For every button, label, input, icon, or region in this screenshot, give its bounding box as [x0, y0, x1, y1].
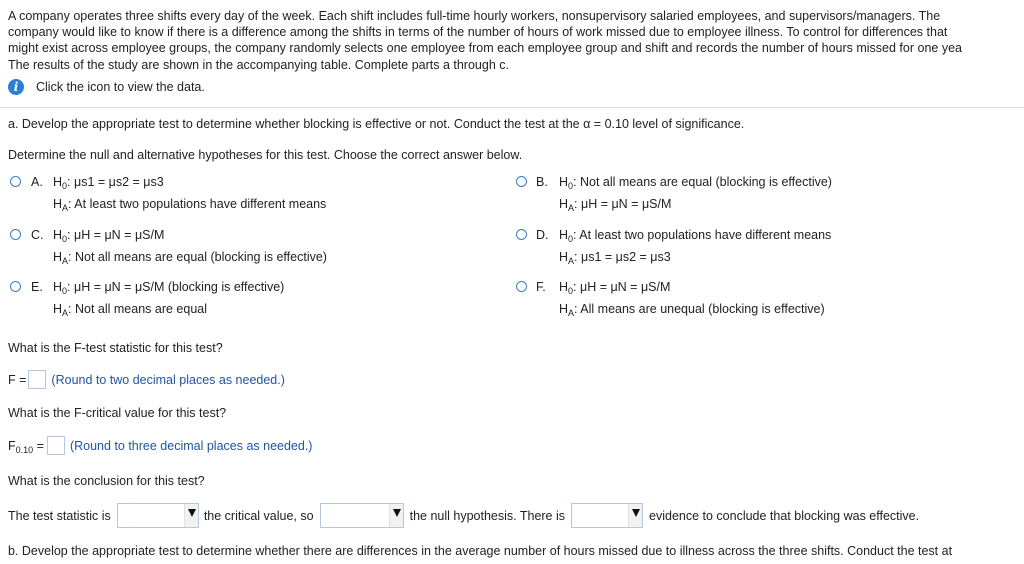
problem-statement — [8, 8, 1024, 73]
f-stat-question: What is the F-test statistic for this test? — [8, 341, 223, 355]
decision-dropdown[interactable] — [320, 503, 404, 528]
option-d-radio[interactable] — [516, 229, 527, 243]
part-a-prompt: a. Develop the appropriate test to determine whether blocking is effective or not. Conduct the test at the α = 0.10 level of significance. — [8, 117, 745, 131]
f-crit-label: $F_{0.10}$ = — [8, 438, 44, 455]
conclusion-text-3: the null hypothesis. There is — [409, 508, 566, 523]
f-crit-input[interactable] — [47, 436, 65, 455]
f-stat-label: F = — [8, 372, 27, 387]
view-data-link[interactable] — [8, 78, 205, 96]
option-a-h0: $H_0$: μs1 = μs2 = μs3 — [53, 175, 164, 191]
option-a-letter: A. — [31, 175, 43, 189]
option-c-ha: $H_A$: Not all means are equal (blocking is effective) — [53, 250, 327, 266]
option-e-ha: $H_A$: Not all means are equal — [53, 302, 208, 318]
f-stat-hint: (Round to two decimal places as needed.) — [51, 372, 285, 387]
option-b-ha: $H_A$: μH = μN = μS/M — [559, 197, 672, 213]
option-d-h0: $H_0$: At least two populations have different means — [559, 228, 832, 244]
option-e-radio[interactable] — [10, 281, 21, 295]
radio-icon[interactable] — [10, 281, 21, 292]
option-d-letter: D. — [536, 228, 549, 242]
option-c-h0: $H_0$: μH = μN = μS/M — [53, 228, 165, 244]
f-stat-input[interactable] — [28, 370, 46, 389]
problem-line-1: A company operates three shifts every day of the week. Each shift includes full-time hourly workers, nonsupervisory salaried employees, and supervisors/managers. The — [8, 9, 941, 23]
conclusion-text-4: evidence to conclude that blocking was effective. — [649, 508, 920, 523]
option-f-h0: $H_0$: μH = μN = μS/M — [559, 280, 671, 296]
f-stat-row — [8, 370, 285, 389]
view-data-text: Click the icon to view the data. — [36, 80, 205, 94]
radio-icon[interactable] — [516, 176, 527, 187]
radio-icon[interactable] — [516, 229, 527, 240]
option-c-letter: C. — [31, 228, 44, 242]
option-b-letter: B. — [536, 175, 548, 189]
option-a-ha: $H_A$: At least two populations have different means — [53, 197, 327, 213]
conclusion-text-2: the critical value, so — [203, 508, 314, 523]
option-e-letter: E. — [31, 280, 43, 294]
option-b-radio[interactable] — [516, 176, 527, 190]
conclusion-question: What is the conclusion for this test? — [8, 474, 205, 488]
option-d-ha: $H_A$: μs1 = μs2 = μs3 — [559, 250, 671, 266]
part-b-prompt: b. Develop the appropriate test to determine whether there are differences in the average number of hours missed due to illness across the three shifts. Conduct the test at — [8, 544, 953, 558]
info-icon[interactable]: i — [8, 79, 24, 95]
f-crit-hint: (Round to three decimal places as needed.) — [69, 438, 313, 453]
radio-icon[interactable] — [516, 281, 527, 292]
option-a-radio[interactable] — [10, 176, 21, 190]
chevron-down-icon — [632, 509, 640, 517]
conclusion-text-1: The test statistic is — [8, 508, 111, 523]
option-f-radio[interactable] — [516, 281, 527, 295]
option-f-letter: F. — [536, 280, 546, 294]
option-e-h0: $H_0$: μH = μN = μS/M (blocking is effective) — [53, 280, 285, 296]
evidence-dropdown[interactable] — [571, 503, 643, 528]
f-crit-row — [8, 436, 312, 455]
hypothesis-question: Determine the null and alternative hypotheses for this test. Choose the correct answer below. — [8, 148, 523, 162]
problem-line-4: The results of the study are shown in the accompanying table. Complete parts a through c. — [8, 57, 509, 72]
chevron-down-icon — [188, 509, 196, 517]
option-f-ha: $H_A$: All means are unequal (blocking is effective) — [559, 302, 825, 318]
comparison-dropdown[interactable] — [117, 503, 199, 528]
problem-line-2: company would like to know if there is a difference among the shifts in terms of the number of hours of work missed due to employee illness. To control for differences that — [8, 25, 948, 40]
f-crit-question: What is the F-critical value for this test? — [8, 406, 227, 420]
section-divider — [0, 107, 1024, 108]
option-c-radio[interactable] — [10, 229, 21, 243]
conclusion-row — [8, 503, 919, 528]
problem-line-3: might exist across employee groups, the company randomly selects one employee from each employee group and shift and records the number of hours missed for one yea — [8, 41, 962, 56]
chevron-down-icon — [393, 509, 401, 517]
radio-icon[interactable] — [10, 176, 21, 187]
radio-icon[interactable] — [10, 229, 21, 240]
option-b-h0: $H_0$: Not all means are equal (blocking is effective) — [559, 175, 832, 191]
